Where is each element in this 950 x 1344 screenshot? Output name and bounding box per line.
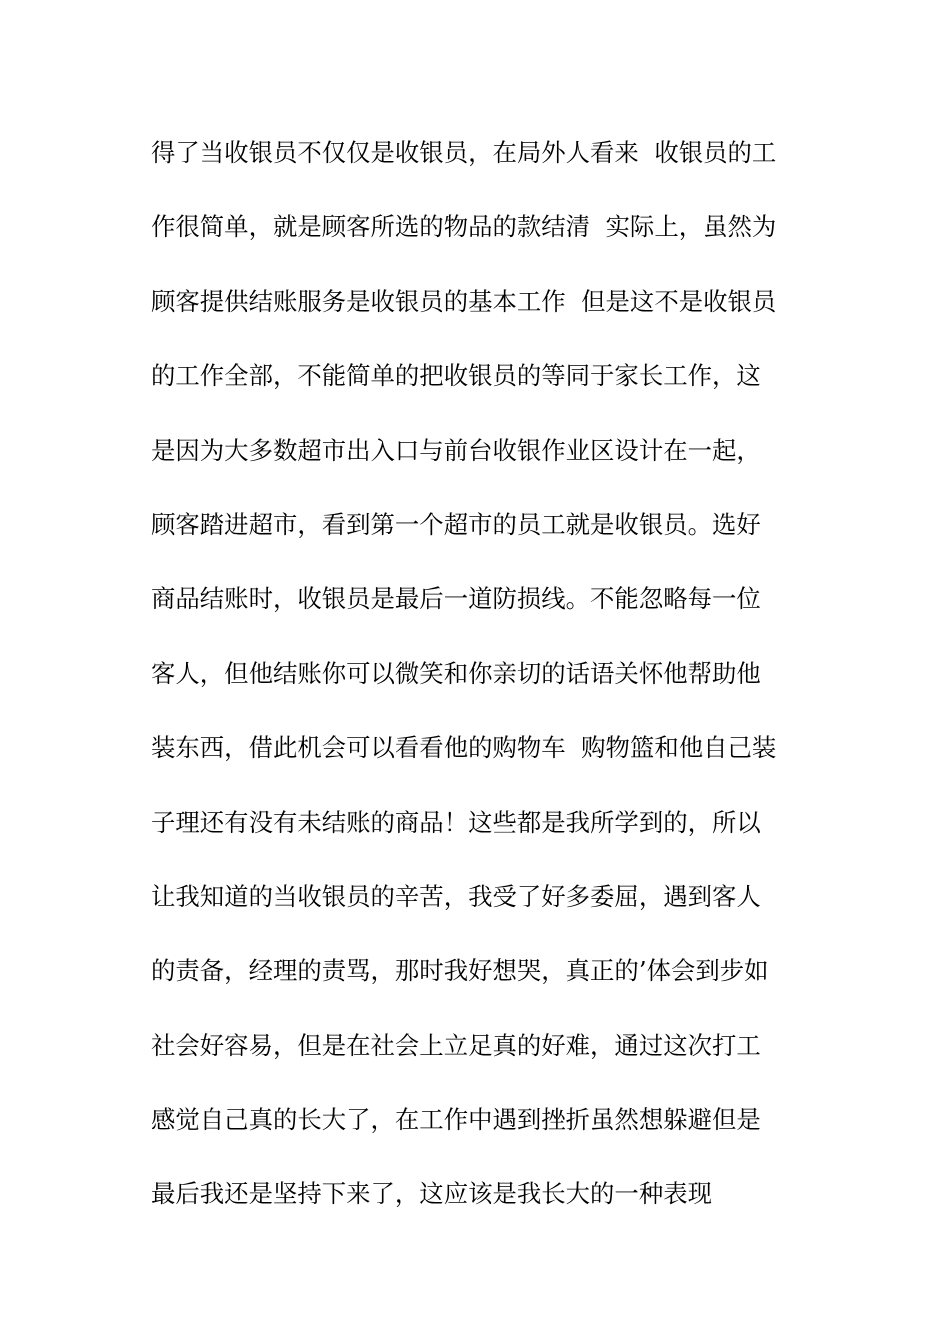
text-line: 商品结账时，收银员是最后一道防损线。不能忽略每一位 (151, 584, 761, 614)
text-line: 装东西，借此机会可以看看他的购物车 购物篮和他自己装 (151, 733, 777, 763)
text-line: 是因为大多数超市出入口与前台收银作业区设计在一起， (151, 435, 761, 465)
text-line: 作很简单，就是顾客所选的物品的款结清 实际上，虽然为 (151, 212, 777, 242)
body-text (151, 131, 811, 1247)
text-line: 子理还有没有未结账的商品！这些都是我所学到的，所以 (151, 807, 761, 837)
text-line: 让我知道的当收银员的辛苦，我受了好多委屈，遇到客人 (151, 881, 761, 911)
text-line: 的责备，经理的责骂，那时我好想哭，真正的’体会到步如 (151, 956, 769, 986)
text-line: 最后我还是坚持下来了，这应该是我长大的一种表现 (151, 1179, 712, 1209)
text-line: 顾客踏进超市，看到第一个超市的员工就是收银员。选好 (151, 509, 761, 539)
text-line: 得了当收银员不仅仅是收银员，在局外人看来 收银员的工 (151, 138, 777, 167)
text-line: 顾客提供结账服务是收银员的基本工作 但是这不是收银员 (151, 286, 777, 316)
text-line: 社会好容易，但是在社会上立足真的好难，通过这次打工 (151, 1030, 761, 1060)
text-line: 感觉自己真的长大了，在工作中遇到挫折虽然想躲避但是 (151, 1105, 761, 1135)
text-line: 的工作全部，不能简单的把收银员的等同于家长工作，这 (151, 361, 761, 391)
text-line: 客人，但他结账你可以微笑和你亲切的话语关怀他帮助他 (151, 658, 761, 688)
